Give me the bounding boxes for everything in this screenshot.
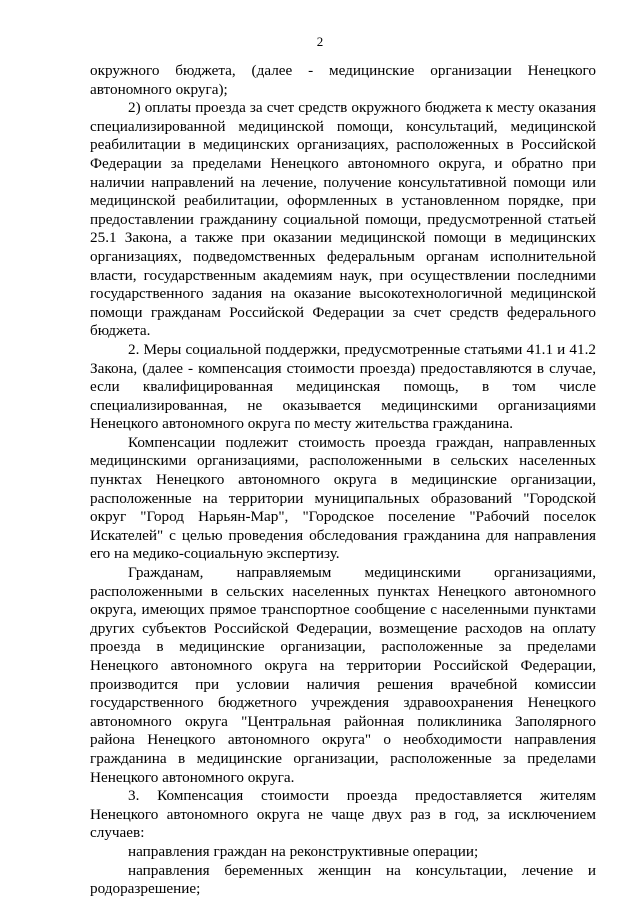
document-body: [90, 62, 596, 899]
paragraph-section-3: 3. Компенсация стоимости проезда предоставляется жителям Ненецкого автономного округа не чаще двух раз в год, за исключением случаев:: [90, 787, 596, 842]
paragraph-list-item-pregnant: направления беременных женщин на консультации, лечение и родоразрешение;: [90, 861, 596, 898]
paragraph-transport-connection: Гражданам, направляемым медицинскими организациями, расположенными в сельских населенных пунктах Ненецкого автономного округа, имеющих прямое транспортное сообщение с населенными пунктами других субъектов Российской Федерации, возмещение расходов на оплату проезда в медицинские организации, расположенные за пределами Ненецкого автономного округа на территории Российской Федерации, производится при условии наличия решения врачебной комиссии государственного бюджетного учреждения здравоохранения Ненецкого автономного округа "Центральная районная поликлиника Заполярного района Ненецкого автономного округа" о необходимости направления гражданина в медицинские организации, расположенные за пределами Ненецкого автономного округа.: [90, 564, 596, 786]
paragraph-compensation-rural: Компенсации подлежит стоимость проезда граждан, направленных медицинскими организациями, расположенными в сельских населенных пунктах Ненецкого автономного округа в медицинские организации, расположенные на территории муниципальных образований "Городской округ "Город Нарьян-Мар", "Городское поселение "Рабочий поселок Искателей" с целью проведения обследования гражданина для направления его на медико-социальную экспертизу.: [90, 433, 596, 563]
paragraph-item-2-payment: 2) оплаты проезда за счет средств окружного бюджета к месту оказания специализированной медицинской помощи, консультаций, медицинской реабилитации в медицинских организациях, расположенных в Российской Федерации за пределами Ненецкого автономного округа, и обратно при наличии направлений на лечение, получение консультативной помощи или медицинской реабилитации, оформленных в установленном порядке, при предоставлении гражданину социальной помощи, предусмотренной статьей 25.1 Закона, а также при оказании медицинской помощи в медицинских организациях, подведомственных федеральным органам исполнительной власти, государственным академиям наук, при осуществлении последними государственного задания на оказание высокотехнологичной медицинской помощи гражданам Российской Федерации за счет средств федерального бюджета.: [90, 99, 596, 340]
page-number: 2: [316, 34, 324, 49]
paragraph-section-2: 2. Меры социальной поддержки, предусмотренные статьями 41.1 и 41.2 Закона, (далее - компенсация стоимости проезда) предоставляются в случае, если квалифицированная медицинская помощь, в том числе специализированная, не оказывается медицинскими организациями Ненецкого автономного округа по месту жительства гражданина.: [90, 340, 596, 433]
paragraph-continuation: окружного бюджета, (далее - медицинские организации Ненецкого автономного округа);: [90, 62, 596, 98]
paragraph-list-item-reconstructive: направления граждан на реконструктивные операции;: [128, 842, 479, 860]
